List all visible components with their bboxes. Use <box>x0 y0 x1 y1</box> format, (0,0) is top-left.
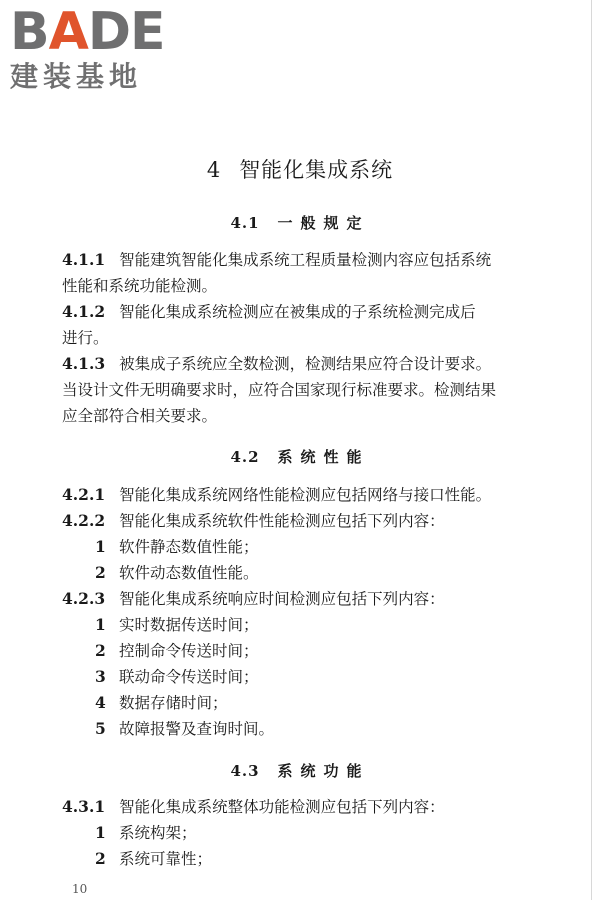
chapter-number: 4 <box>206 158 222 182</box>
list-item: 5 故障报警及查询时间。 <box>95 719 275 738</box>
clause-line: 当设计文件无明确要求时，应符合国家现行标准要求。检测结果 <box>62 381 497 399</box>
clause-number: 4.2.1 <box>62 485 106 504</box>
clause-line: 4.1.1 智能建筑智能化集成系统工程质量检测内容应包括系统 <box>62 250 492 269</box>
section-heading: 4.1 一般规定 <box>230 214 370 232</box>
list-item: 4 数据存储时间； <box>95 693 228 712</box>
clause-line: 4.3.1 智能化集成系统整体功能检测应包括下列内容： <box>62 797 445 816</box>
list-item: 2 软件动态数值性能。 <box>95 563 259 582</box>
list-item: 2 控制命令传送时间； <box>95 641 259 660</box>
clause-number: 4.2.2 <box>62 511 106 530</box>
clause-line: 进行。 <box>62 329 109 347</box>
list-item: 3 联动命令传送时间； <box>95 667 259 686</box>
list-item: 1 软件静态数值性能； <box>95 537 259 556</box>
clause-number: 4.3.1 <box>62 797 106 816</box>
logo-mark: BADE <box>10 2 165 62</box>
clause-line: 4.2.3 智能化集成系统响应时间检测应包括下列内容： <box>62 589 445 608</box>
clause-number: 4.1.1 <box>62 250 106 269</box>
page-number: 10 <box>72 882 88 896</box>
clause-line: 4.1.3 被集成子系统应全数检测，检测结果应符合设计要求。 <box>62 354 492 373</box>
clause-number: 4.2.3 <box>62 589 106 608</box>
list-item: 2 系统可靠性； <box>95 849 213 868</box>
clause-line: 4.1.2 智能化集成系统检测应在被集成的子系统检测完成后 <box>62 302 476 321</box>
section-heading: 4.2 系统性能 <box>230 448 370 466</box>
clause-line: 性能和系统功能检测。 <box>62 277 218 295</box>
chapter-title <box>0 154 600 184</box>
bade-logo <box>10 2 165 94</box>
list-item: 1 实时数据传送时间； <box>95 615 259 634</box>
chapter-name: 智能化集成系统 <box>239 158 394 182</box>
section-heading: 4.3 系统功能 <box>230 762 370 780</box>
clause-number: 4.1.3 <box>62 354 106 373</box>
logo-subtitle: 建装基地 <box>10 60 143 93</box>
clause-line: 4.2.1 智能化集成系统网络性能检测应包括网络与接口性能。 <box>62 485 492 504</box>
clause-line: 应全部符合相关要求。 <box>62 407 218 425</box>
clause-line: 4.2.2 智能化集成系统软件性能检测应包括下列内容： <box>62 511 445 530</box>
clause-number: 4.1.2 <box>62 302 106 321</box>
list-item: 1 系统构架； <box>95 823 197 842</box>
